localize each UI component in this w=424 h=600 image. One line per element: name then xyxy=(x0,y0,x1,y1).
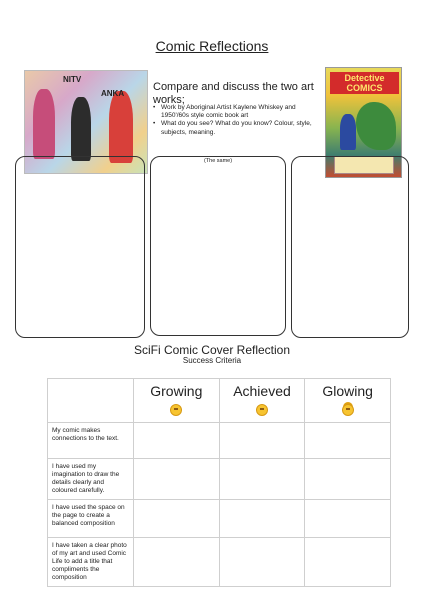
level-achieved xyxy=(219,379,305,423)
intro-bullet: • Work by Aboriginal Artist Kaylene Whiskey and 1950'/60s style comic book art xyxy=(153,104,323,120)
rating-cell[interactable] xyxy=(134,500,220,538)
table-row xyxy=(48,423,391,459)
rating-cell[interactable] xyxy=(134,423,220,459)
smiling-face-icon xyxy=(170,404,182,416)
table-row xyxy=(48,459,391,500)
grinning-face-icon xyxy=(256,404,268,416)
level-label: Achieved xyxy=(233,383,291,399)
table-row xyxy=(48,538,391,587)
success-criteria-label: Success Criteria xyxy=(182,356,242,365)
rating-cell[interactable] xyxy=(134,459,220,500)
level-label: Growing xyxy=(150,383,203,399)
level-label: Glowing xyxy=(322,383,373,399)
crowned-face-icon xyxy=(342,404,354,416)
level-growing xyxy=(134,379,220,423)
intro-bullet: • What do you see? What do you know? Colour, style, subjects, meaning. xyxy=(153,120,323,136)
artwork-text-nitv: NITV xyxy=(63,75,82,84)
compare-box-same[interactable] xyxy=(150,156,286,336)
artwork-figure xyxy=(33,89,55,159)
artwork-text-anka: ANKA xyxy=(101,89,125,98)
intro-heading: Compare and discuss the two art works; xyxy=(153,81,314,106)
intro-bullet-list xyxy=(153,104,323,137)
rating-cell[interactable] xyxy=(305,459,391,500)
table-header-empty xyxy=(48,379,134,423)
criterion-text: I have used my imagination to draw the details clearly and coloured carefully. xyxy=(48,459,134,500)
artwork-figure xyxy=(71,97,91,161)
rating-cell[interactable] xyxy=(305,500,391,538)
success-criteria-table xyxy=(47,378,391,587)
level-glowing xyxy=(305,379,391,423)
criterion-text: My comic makes connections to the text. xyxy=(48,423,134,459)
hero-figure xyxy=(340,114,356,150)
table-header-row xyxy=(48,379,391,423)
rating-cell[interactable] xyxy=(219,500,305,538)
table-row xyxy=(48,500,391,538)
reflection-title: SciFi Comic Cover Reflection xyxy=(133,343,291,357)
rating-cell[interactable] xyxy=(305,423,391,459)
compare-box-same-label: (The same) xyxy=(203,158,233,164)
dragon-figure xyxy=(356,102,396,150)
rating-cell[interactable] xyxy=(219,538,305,587)
rating-cell[interactable] xyxy=(134,538,220,587)
rating-cell[interactable] xyxy=(305,538,391,587)
criterion-text: I have taken a clear photo of my art and used Comic Life to add a title that compliments the composition xyxy=(48,538,134,587)
artwork-figure xyxy=(109,91,133,163)
rating-cell[interactable] xyxy=(219,459,305,500)
criterion-text: I have used the space on the page to create a balanced composition xyxy=(48,500,134,538)
compare-box-right[interactable] xyxy=(291,156,409,338)
page-title: Comic Reflections xyxy=(155,38,269,54)
comic-masthead: Detective COMICS xyxy=(330,72,399,94)
compare-box-left[interactable] xyxy=(15,156,145,338)
rating-cell[interactable] xyxy=(219,423,305,459)
